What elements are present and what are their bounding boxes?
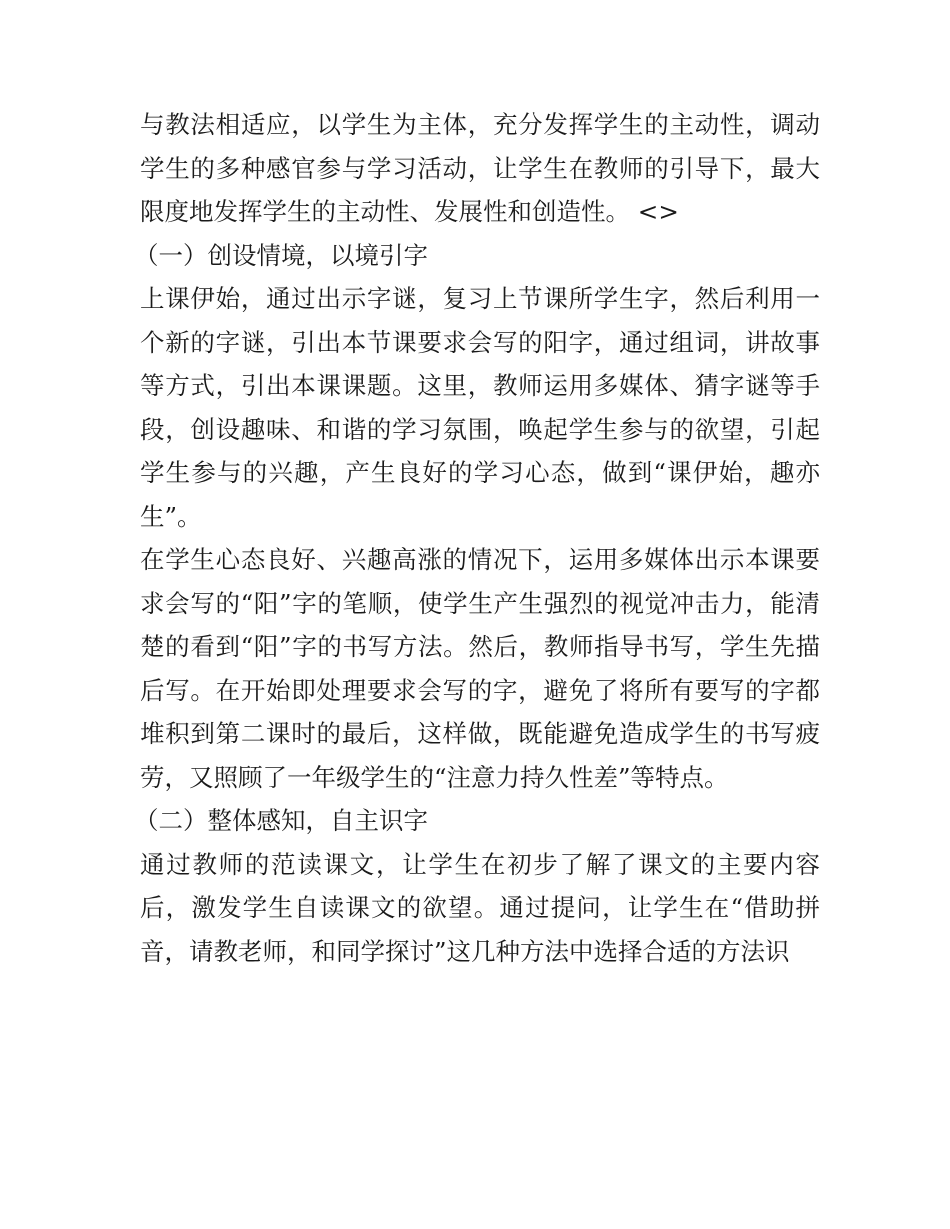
- paragraph-writing: 在学生心态良好、兴趣高涨的情况下，运用多媒体出示本课要求会写的“阳”字的笔顺，使学生产生强烈的视觉冲击力，能清楚的看到“阳”字的书写方法。然后，教师指导书写，学生先描后写。在开始即处理要求会写的字，避免了将所有要写的字都堆积到第二课时的最后，这样做，既能避免造成学生的书写疲劳，又照顾了一年级学生的“注意力持久性差”等特点。: [140, 545, 820, 792]
- section-heading-2: （二）整体感知，自主识字: [134, 806, 428, 835]
- document-page: [134, 103, 820, 973]
- section-heading-1: （一）创设情境，以境引字: [134, 240, 428, 270]
- paragraph-reading: 通过教师的范读课文，让学生在初步了解了课文的主要内容后，激发学生自读课文的欲望。通过提问，让学生在“借助拼音，请教老师，和同学探讨”这几种方法中选择合适的方法识: [140, 849, 820, 966]
- paragraph-situation: 上课伊始，通过出示字谜，复习上节课所学生字，然后利用一个新的字谜，引出本节课要求会写的阳字，通过组词，讲故事等方式，引出本课课题。这里，教师运用多媒体、猜字谜等手段，创设趣味、和谐的学习氛围，唤起学生参与的欲望，引起学生参与的兴趣，产生良好的学习心态，做到“课伊始，趣亦生”。: [140, 284, 820, 531]
- paragraph-intro: 与教法相适应，以学生为主体，充分发挥学生的主动性，调动学生的多种感官参与学习活动，让学生在教师的引导下，最大限度地发挥学生的主动性、发展性和创造性。 <>: [140, 110, 820, 226]
